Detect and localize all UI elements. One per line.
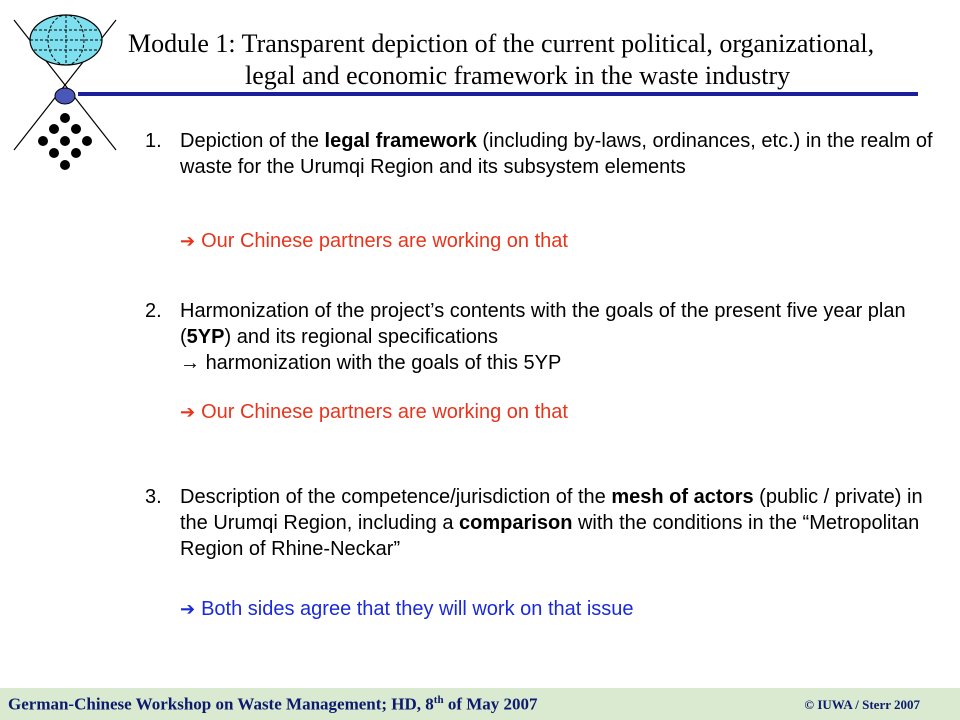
list-item-3 [145, 484, 935, 562]
status-note-2: ➔ Our Chinese partners are working on that [180, 401, 568, 423]
arrow-right-icon: ➔ [180, 231, 196, 251]
arrow-right-icon: ➔ [180, 402, 196, 422]
footer-copyright: © IUWA / Sterr 2007 [804, 697, 920, 712]
title-line-1: Module 1: Transparent depiction of the current political, organizational, [128, 29, 875, 58]
item-text: Harmonization of the project’s contents with the goals of the present five year plan (5YP) and its regional specifications → harmonization with the goals of this 5YP [180, 298, 935, 376]
footer-event: German-Chinese Workshop on Waste Management; HD, 8th of May 2007 [8, 694, 538, 714]
item-number: 3. [145, 486, 162, 508]
item-bold-term: comparison [459, 512, 573, 534]
arrow-right-icon: → [180, 352, 200, 374]
item-text: Description of the competence/jurisdiction of the mesh of actors (public / private) in the Urumqi Region, including a comparison with the conditions in the “Metropolitan Region of Rhine-Neckar” [180, 486, 923, 560]
title-divider [78, 92, 918, 96]
status-note-3: ➔ Both sides agree that they will work on that issue [180, 598, 634, 620]
list-item-2 [145, 298, 935, 376]
list-item-1 [145, 128, 935, 180]
page-title [128, 28, 928, 92]
footer-bar [0, 688, 960, 720]
status-note-1: ➔ Our Chinese partners are working on that [180, 230, 568, 252]
item-number: 1. [145, 130, 162, 152]
arrow-right-icon: ➔ [180, 599, 196, 619]
item-bold-term: mesh of actors [611, 486, 754, 508]
item-subpoint: → harmonization with the goals of this 5YP [180, 352, 562, 374]
item-bold-term: legal framework [324, 130, 477, 152]
item-text: Depiction of the legal framework (including by-laws, ordinances, etc.) in the realm of waste for the Urumqi Region and its subsystem elements [180, 130, 933, 178]
title-line-2: legal and economic framework in the waste industry [245, 61, 791, 90]
item-bold-term: 5YP [186, 326, 225, 348]
item-number: 2. [145, 300, 162, 322]
